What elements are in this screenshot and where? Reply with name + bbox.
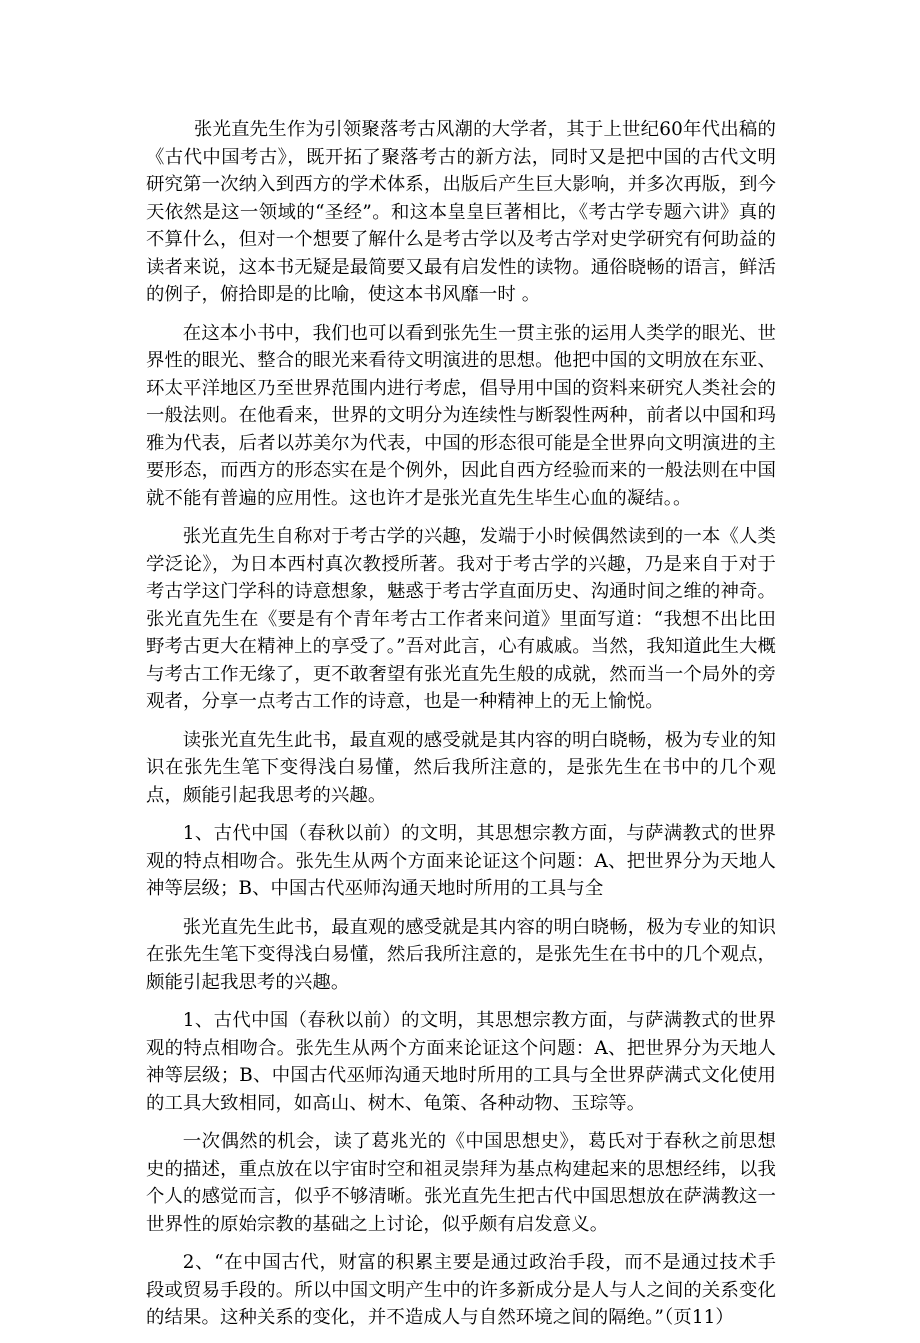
paragraph-point-1-partial: 1、古代中国（春秋以前）的文明，其思想宗教方面，与萨满教式的世界观的特点相吻合。张先生从两个方面来论证这个问题：A、把世界分为天地人神等层级；B、中国古代巫师沟通天地时所用的工具与全	[146, 823, 776, 899]
document-body	[146, 116, 776, 1343]
paragraph-interest-origin: 张光直先生自称对于考古学的兴趣，发端于小时候偶然读到的一本《人类学泛论》，为日本西村真次教授所著。我对于考古学的兴趣，乃是来自于对于考古学这门学科的诗意想象，魅惑于考古学直面历史、沟通时间之维的神奇。张光直先生在《要是有个青年考古工作者来问道》里面写道：“我想不出比田野考古更大在精神上的享受了。”吾对此言，心有戚戚。当然，我知道此生大概与考古工作无缘了，更不敢奢望有张光直先生般的成就，然而当一个局外的旁观者，分享一点考古工作的诗意，也是一种精神上的无上愉悦。	[146, 526, 776, 712]
paragraph-reading-impression: 读张光直先生此书，最直观的感受就是其内容的明白晓畅，极为专业的知识在张先生笔下变得浅白易懂，然后我所注意的，是张先生在书中的几个观点，颇能引起我思考的兴趣。	[146, 729, 776, 806]
paragraph-reading-impression-repeat: 张光直先生此书，最直观的感受就是其内容的明白晓畅，极为专业的知识在张先生笔下变得浅白易懂，然后我所注意的，是张先生在书中的几个观点，颇能引起我思考的兴趣。	[146, 916, 776, 993]
paragraph-anthropology-view: 在这本小书中，我们也可以看到张先生一贯主张的运用人类学的眼光、世界性的眼光、整合的眼光来看待文明演进的思想。他把中国的文明放在东亚、环太平洋地区乃至世界范围内进行考虑，倡导用中国的资料来研究人类社会的一般法则。在他看来，世界的文明分为连续性与断裂性两种，前者以中国和玛雅为代表，后者以苏美尔为代表，中国的形态很可能是全世界向文明演进的主要形态，而西方的形态实在是个例外，因此自西方经验而来的一般法则在中国就不能有普遍的应用性。这也许才是张光直先生毕生心血的凝结。。	[146, 322, 776, 509]
paragraph-point-2: 2、“在中国古代，财富的积累主要是通过政治手段，而不是通过技术手段或贸易手段的。所以中国文明产生中的许多新成分是人与人之间的关系变化的结果。这种关系的变化，并不造成人与自然环境之间的隔绝。”（页11）	[146, 1252, 776, 1328]
paragraph-ge-zhaoguang: 一次偶然的机会，读了葛兆光的《中国思想史》，葛氏对于春秋之前思想史的描述，重点放在以宇宙时空和祖灵崇拜为基点构建起来的思想经纬，以我个人的感觉而言，似乎不够清晰。张光直先生把古代中国思想放在萨满教这一世界性的原始宗教的基础之上讨论，似乎颇有启发意义。	[146, 1131, 776, 1235]
paragraph-intro: 张光直先生作为引领聚落考古风潮的大学者，其于上世纪60年代出稿的《古代中国考古》，既开拓了聚落考古的新方法，同时又是把中国的古代文明研究第一次纳入到西方的学术体系，出版后产生巨大影响，并多次再版，到今天依然是这一领域的“圣经”。和这本皇皇巨著相比，《考古学专题六讲》真的不算什么，但对一个想要了解什么是考古学以及考古学对史学研究有何助益的读者来说，这本书无疑是最简要又最有启发性的读物。通俗晓畅的语言，鲜活的例子，俯拾即是的比喻，使这本书风靡一时 。	[146, 119, 776, 305]
paragraph-point-1: 1、古代中国（春秋以前）的文明，其思想宗教方面，与萨满教式的世界观的特点相吻合。张先生从两个方面来论证这个问题：A、把世界分为天地人神等层级；B、中国古代巫师沟通天地时所用的工具与全世界萨满式文化使用的工具大致相同，如高山、树木、龟策、各种动物、玉琮等。	[146, 1010, 776, 1114]
